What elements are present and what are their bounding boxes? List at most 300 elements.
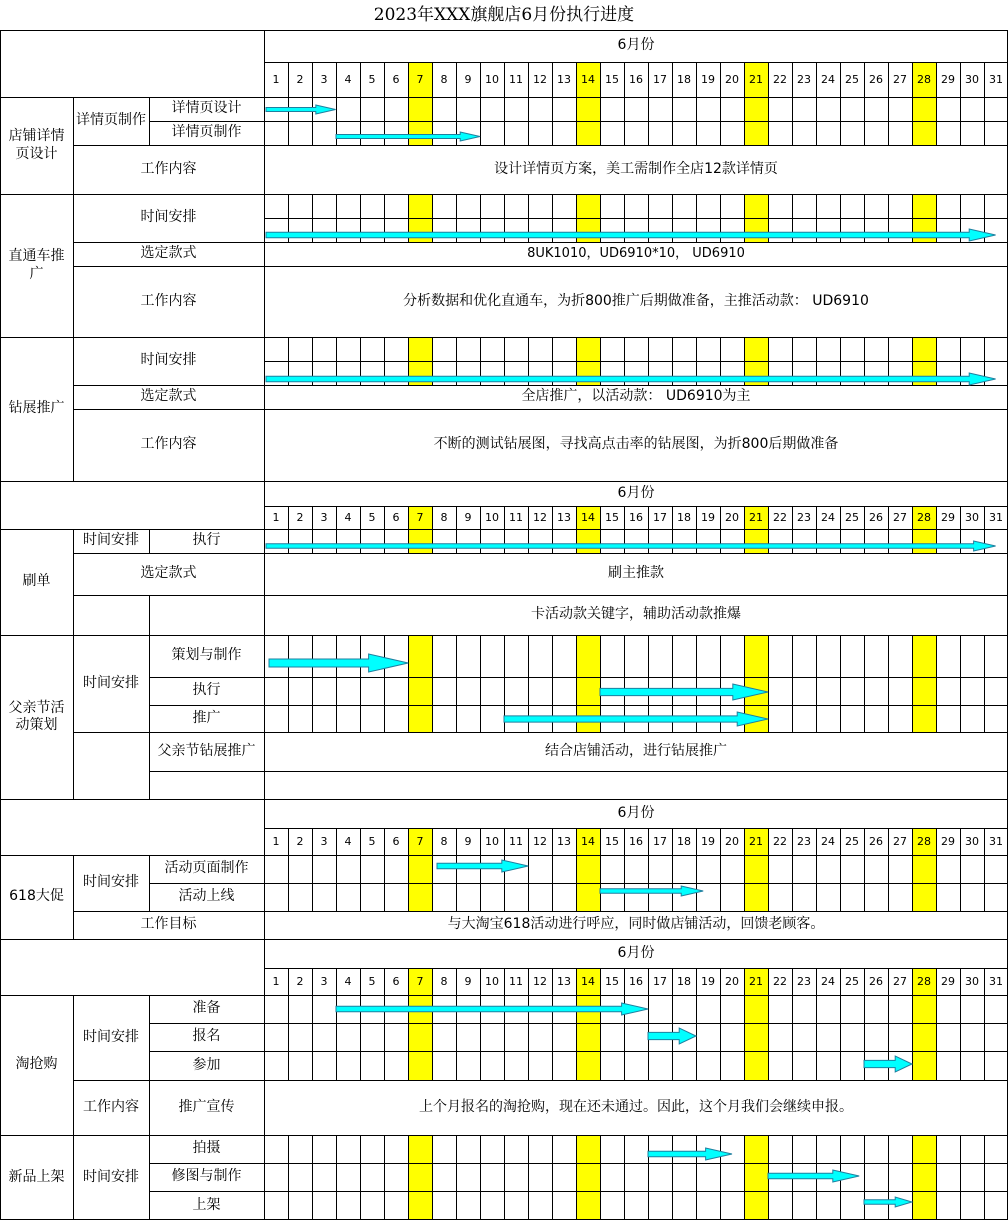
section-label-618: 618大促 — [9, 888, 64, 905]
day-number: 24 — [821, 834, 835, 848]
day-number: 10 — [485, 834, 499, 848]
month-header: 6月份 — [617, 804, 655, 821]
style-label-zz: 选定款式 — [140, 388, 197, 405]
arrow-polygon — [648, 1028, 696, 1044]
month-header: 6月份 — [617, 37, 655, 54]
grid-line — [384, 62, 385, 97]
day-number: 30 — [965, 72, 979, 86]
day-number: 3 — [320, 974, 328, 988]
grid-line — [912, 506, 913, 529]
grid-line — [768, 635, 769, 732]
grid-line — [840, 968, 841, 995]
grid-line — [73, 732, 1008, 733]
grid-line — [480, 62, 481, 97]
day-number: 23 — [797, 510, 811, 524]
time-label-618: 时间安排 — [83, 874, 139, 891]
day-number: 16 — [629, 834, 643, 848]
work-content-brushing: 卡活动款关键字，辅助活动款推爆 — [531, 606, 741, 623]
day-number: 17 — [653, 72, 667, 86]
day-number: 5 — [368, 834, 376, 848]
grid-line — [816, 828, 817, 855]
grid-line — [0, 529, 1008, 530]
arrow-shape — [648, 1148, 732, 1160]
grid-line — [0, 855, 1008, 856]
day-number: 20 — [725, 974, 739, 988]
grid-line — [504, 62, 505, 97]
timeline-arrow — [648, 1148, 732, 1160]
grid-line — [984, 828, 985, 855]
grid-line — [73, 995, 74, 1220]
day-number: 21 — [749, 834, 763, 848]
grid-line — [264, 361, 1008, 362]
grid-line — [149, 705, 1008, 706]
grid-line — [600, 828, 601, 855]
arrow-polygon — [437, 860, 528, 872]
grid-line — [624, 62, 625, 97]
day-number: 22 — [773, 974, 787, 988]
day-number: 24 — [821, 974, 835, 988]
grid-line — [360, 1135, 361, 1220]
grid-line — [73, 855, 74, 939]
grid-line — [936, 1135, 937, 1220]
highlight-column — [912, 1135, 936, 1220]
work-label-tqg: 工作内容 — [83, 1098, 139, 1115]
day-number: 5 — [368, 974, 376, 988]
grid-line — [528, 1135, 529, 1220]
grid-line — [576, 506, 577, 529]
grid-line — [744, 1135, 745, 1220]
task-np-retouch: 修图与制作 — [171, 1168, 242, 1185]
timeline-arrow — [648, 1028, 696, 1044]
arrow-polygon — [336, 1003, 648, 1015]
grid-line — [600, 506, 601, 529]
section-label-new-products: 新品上架 — [8, 1168, 65, 1185]
grid-line — [888, 1135, 889, 1220]
task-detail-design: 详情页设计 — [171, 100, 242, 117]
grid-line — [768, 968, 769, 995]
grid-line — [984, 506, 985, 529]
work-label-zz: 工作内容 — [140, 436, 197, 453]
grid-line — [408, 506, 409, 529]
grid-line — [960, 995, 961, 1080]
day-number: 9 — [464, 834, 472, 848]
arrow-shape — [336, 1003, 648, 1015]
day-number: 13 — [557, 72, 571, 86]
task-np-shoot: 拍摄 — [192, 1140, 221, 1157]
timeline-arrow — [768, 1170, 859, 1182]
day-number: 6 — [392, 974, 400, 988]
day-number: 13 — [557, 510, 571, 524]
task-fd-zz: 父亲节钻展推广 — [157, 742, 256, 759]
grid-line — [360, 506, 361, 529]
grid-line — [360, 828, 361, 855]
grid-line — [73, 1080, 1008, 1081]
timeline-arrow — [600, 684, 768, 700]
grid-line — [0, 30, 1, 1220]
timeline-arrow — [864, 1197, 912, 1207]
grid-line — [792, 968, 793, 995]
arrow-shape — [269, 654, 408, 672]
day-number: 31 — [989, 510, 1003, 524]
grid-line — [864, 62, 865, 97]
day-number: 29 — [941, 834, 955, 848]
grid-line — [552, 968, 553, 995]
day-number: 19 — [701, 72, 715, 86]
time-label-fathers-day: 时间安排 — [83, 674, 139, 691]
grid-line — [528, 62, 529, 97]
day-number: 11 — [509, 974, 523, 988]
grid-line — [336, 506, 337, 529]
day-number: 2 — [296, 974, 304, 988]
timeline-arrow — [266, 373, 996, 385]
day-number: 4 — [344, 974, 352, 988]
arrow-shape — [266, 541, 996, 551]
grid-line — [720, 968, 721, 995]
day-number: 16 — [629, 510, 643, 524]
day-number: 15 — [605, 834, 619, 848]
grid-line — [960, 62, 961, 97]
grid-line — [912, 1135, 913, 1220]
grid-line — [408, 968, 409, 995]
grid-line — [264, 968, 1008, 969]
grid-line — [552, 828, 553, 855]
grid-line — [696, 62, 697, 97]
grid-line — [744, 995, 745, 1080]
grid-line — [912, 995, 913, 1080]
grid-line — [149, 529, 150, 553]
grid-line — [480, 506, 481, 529]
day-number: 1 — [272, 510, 280, 524]
arrow-shape — [266, 373, 996, 385]
grid-line — [73, 409, 1008, 410]
grid-line — [984, 1135, 985, 1220]
day-number: 1 — [272, 834, 280, 848]
grid-line — [576, 62, 577, 97]
day-number: 30 — [965, 834, 979, 848]
day-number: 20 — [725, 834, 739, 848]
arrow-polygon — [864, 1056, 912, 1072]
grid-line — [149, 855, 150, 911]
grid-line — [864, 828, 865, 855]
day-number: 1 — [272, 974, 280, 988]
grid-line — [768, 828, 769, 855]
day-number: 7 — [416, 510, 424, 524]
grid-line — [744, 828, 745, 855]
day-number: 28 — [917, 510, 931, 524]
day-number: 28 — [917, 72, 931, 86]
day-number: 5 — [368, 510, 376, 524]
arrow-shape — [648, 1028, 696, 1044]
day-number: 15 — [605, 72, 619, 86]
day-number: 26 — [869, 974, 883, 988]
highlight-column — [408, 1135, 432, 1220]
grid-line — [792, 506, 793, 529]
section-label-zz: 钻展推广 — [8, 400, 65, 417]
grid-line — [672, 506, 673, 529]
goal-label-618: 工作目标 — [140, 916, 197, 933]
arrow-shape — [504, 712, 768, 726]
grid-line — [600, 968, 601, 995]
time-label-ztc: 时间安排 — [140, 209, 197, 226]
highlight-column — [912, 635, 936, 732]
grid-line — [624, 968, 625, 995]
grid-line — [288, 635, 289, 732]
grid-line — [384, 506, 385, 529]
day-number: 18 — [677, 72, 691, 86]
grid-line — [816, 506, 817, 529]
grid-line — [840, 62, 841, 97]
day-number: 28 — [917, 974, 931, 988]
grid-line — [73, 242, 1008, 243]
grid-line — [504, 1135, 505, 1220]
day-number: 3 — [320, 72, 328, 86]
work-content-zz: 不断的测试钻展图，寻找高点击率的钻展图，为折800后期做准备 — [433, 436, 839, 453]
timeline-arrow — [504, 712, 768, 726]
grid-line — [149, 771, 1008, 772]
grid-line — [288, 968, 289, 995]
grid-line — [432, 968, 433, 995]
grid-line — [720, 828, 721, 855]
day-number: 1 — [272, 72, 280, 86]
arrow-polygon — [266, 229, 996, 241]
grid-line — [696, 995, 697, 1080]
grid-line — [0, 30, 1008, 31]
task-618-launch: 活动上线 — [178, 888, 235, 905]
grid-line — [432, 635, 433, 732]
grid-line — [73, 266, 1008, 267]
time-label-zz: 时间安排 — [140, 352, 197, 369]
arrow-polygon — [266, 105, 336, 114]
arrow-polygon — [336, 132, 480, 141]
day-number: 19 — [701, 974, 715, 988]
grid-line — [360, 635, 361, 732]
grid-line — [672, 968, 673, 995]
task-brushing-exec: 执行 — [192, 532, 221, 549]
grid-line — [912, 62, 913, 97]
day-number: 4 — [344, 510, 352, 524]
arrow-polygon — [600, 886, 703, 896]
grid-line — [504, 506, 505, 529]
day-number: 6 — [392, 834, 400, 848]
day-number: 12 — [533, 834, 547, 848]
grid-line — [696, 968, 697, 995]
grid-line — [792, 828, 793, 855]
day-number: 24 — [821, 510, 835, 524]
grid-line — [0, 1135, 1008, 1136]
grid-line — [288, 506, 289, 529]
day-number: 4 — [344, 834, 352, 848]
grid-line — [744, 62, 745, 97]
day-number: 11 — [509, 510, 523, 524]
day-number: 30 — [965, 974, 979, 988]
grid-line — [73, 911, 1008, 912]
arrow-shape — [864, 1197, 912, 1207]
grid-line — [792, 62, 793, 97]
grid-line — [336, 62, 337, 97]
grid-line — [0, 194, 1008, 195]
grid-line — [73, 97, 74, 194]
day-number: 23 — [797, 974, 811, 988]
section-label-taoqianggou: 淘抢购 — [15, 1056, 58, 1073]
arrow-polygon — [600, 684, 768, 700]
grid-line — [888, 62, 889, 97]
arrow-polygon — [504, 712, 768, 726]
arrow-shape — [768, 1170, 859, 1182]
grid-line — [720, 506, 721, 529]
grid-line — [0, 481, 1008, 482]
grid-line — [149, 1023, 1008, 1024]
day-number: 17 — [653, 834, 667, 848]
grid-line — [720, 62, 721, 97]
day-number: 27 — [893, 510, 907, 524]
grid-line — [936, 506, 937, 529]
arrow-polygon — [266, 541, 996, 551]
timeline-arrow — [266, 229, 996, 241]
grid-line — [456, 506, 457, 529]
grid-line — [504, 968, 505, 995]
day-number: 14 — [581, 834, 595, 848]
grid-line — [936, 635, 937, 732]
grid-line — [912, 828, 913, 855]
task-np-shelve: 上架 — [192, 1196, 221, 1213]
grid-line — [336, 635, 337, 732]
task-fd-exec: 执行 — [192, 682, 221, 699]
arrow-shape — [864, 1056, 912, 1072]
day-number: 10 — [485, 510, 499, 524]
grid-line — [552, 62, 553, 97]
arrow-polygon — [864, 1197, 912, 1207]
grid-line — [0, 995, 1008, 996]
arrow-polygon — [269, 654, 408, 672]
day-number: 7 — [416, 72, 424, 86]
day-number: 18 — [677, 834, 691, 848]
timeline-arrow — [600, 886, 703, 896]
grid-line — [288, 1135, 289, 1220]
sub-label-detail-page-making: 详情页制作 — [76, 112, 146, 129]
grid-line — [149, 995, 150, 1135]
day-number: 25 — [845, 510, 859, 524]
grid-line — [816, 635, 817, 732]
grid-line — [384, 968, 385, 995]
grid-line — [576, 828, 577, 855]
grid-line — [984, 62, 985, 97]
day-number: 12 — [533, 974, 547, 988]
styles-brushing: 刷主推款 — [608, 565, 664, 582]
day-number: 15 — [605, 974, 619, 988]
day-number: 9 — [464, 974, 472, 988]
work-content-tqg: 上个月报名的淘抢购，现在还未通过。因此，这个月我们会继续申报。 — [419, 1098, 853, 1115]
grid-line — [264, 30, 265, 1220]
promo-label-tqg: 推广宣传 — [178, 1098, 235, 1115]
day-number: 27 — [893, 974, 907, 988]
grid-line — [456, 1135, 457, 1220]
timeline-arrow — [269, 654, 408, 672]
section-label-fathers-day: 父亲节活动策划 — [8, 699, 65, 733]
grid-line — [816, 968, 817, 995]
grid-line — [696, 506, 697, 529]
day-number: 22 — [773, 72, 787, 86]
grid-line — [384, 635, 385, 732]
grid-line — [480, 968, 481, 995]
day-number: 22 — [773, 834, 787, 848]
styles-zz: 全店推广，以活动款： UD6910为主 — [521, 388, 751, 405]
grid-line — [840, 995, 841, 1080]
grid-line — [624, 506, 625, 529]
grid-line — [960, 828, 961, 855]
task-fd-promo: 推广 — [192, 709, 221, 726]
grid-line — [864, 1135, 865, 1220]
day-number: 23 — [797, 72, 811, 86]
timeline-arrow — [266, 105, 336, 114]
work-content-label: 工作内容 — [140, 160, 197, 177]
grid-line — [360, 968, 361, 995]
day-number: 29 — [941, 974, 955, 988]
day-number: 10 — [485, 974, 499, 988]
day-number: 19 — [701, 834, 715, 848]
grid-line — [0, 337, 1008, 338]
day-number: 23 — [797, 834, 811, 848]
day-number: 8 — [440, 834, 448, 848]
grid-line — [480, 1135, 481, 1220]
highlight-column — [576, 1135, 600, 1220]
timeline-arrow — [336, 132, 480, 141]
grid-line — [456, 828, 457, 855]
day-number: 21 — [749, 510, 763, 524]
day-number: 8 — [440, 510, 448, 524]
grid-line — [360, 62, 361, 97]
timeline-arrow — [437, 860, 528, 872]
styles-ztc: 8UK1010，UD6910*10， UD6910 — [527, 245, 745, 261]
day-number: 12 — [533, 72, 547, 86]
arrow-shape — [266, 229, 996, 241]
grid-line — [744, 968, 745, 995]
grid-line — [864, 968, 865, 995]
day-number: 16 — [629, 72, 643, 86]
grid-line — [432, 62, 433, 97]
day-number: 14 — [581, 974, 595, 988]
timeline-arrow — [336, 1003, 648, 1015]
grid-line — [648, 506, 649, 529]
grid-line — [744, 506, 745, 529]
grid-line — [288, 995, 289, 1080]
day-number: 4 — [344, 72, 352, 86]
day-number: 2 — [296, 510, 304, 524]
day-number: 18 — [677, 510, 691, 524]
highlight-column — [408, 635, 432, 732]
time-label-new-products: 时间安排 — [83, 1168, 139, 1185]
day-number: 12 — [533, 510, 547, 524]
grid-line — [552, 1135, 553, 1220]
day-number: 26 — [869, 510, 883, 524]
grid-line — [528, 828, 529, 855]
grid-line — [384, 828, 385, 855]
work-content-detail-page: 设计详情页方案，美工需制作全店12款详情页 — [494, 160, 778, 177]
day-number: 8 — [440, 974, 448, 988]
grid-line — [672, 62, 673, 97]
grid-line — [840, 506, 841, 529]
grid-line — [912, 635, 913, 732]
day-number: 31 — [989, 974, 1003, 988]
day-number: 26 — [869, 834, 883, 848]
grid-line — [312, 995, 313, 1080]
day-number: 26 — [869, 72, 883, 86]
highlight-column — [912, 995, 936, 1080]
grid-line — [312, 62, 313, 97]
grid-line — [456, 635, 457, 732]
goal-content-618: 与大淘宝618活动进行呼应，同时做店铺活动，回馈老顾客。 — [447, 916, 825, 933]
work-content-ztc: 分析数据和优化直通车，为折800推广后期做准备，主推活动款： UD6910 — [403, 292, 869, 309]
arrow-polygon — [648, 1148, 732, 1160]
